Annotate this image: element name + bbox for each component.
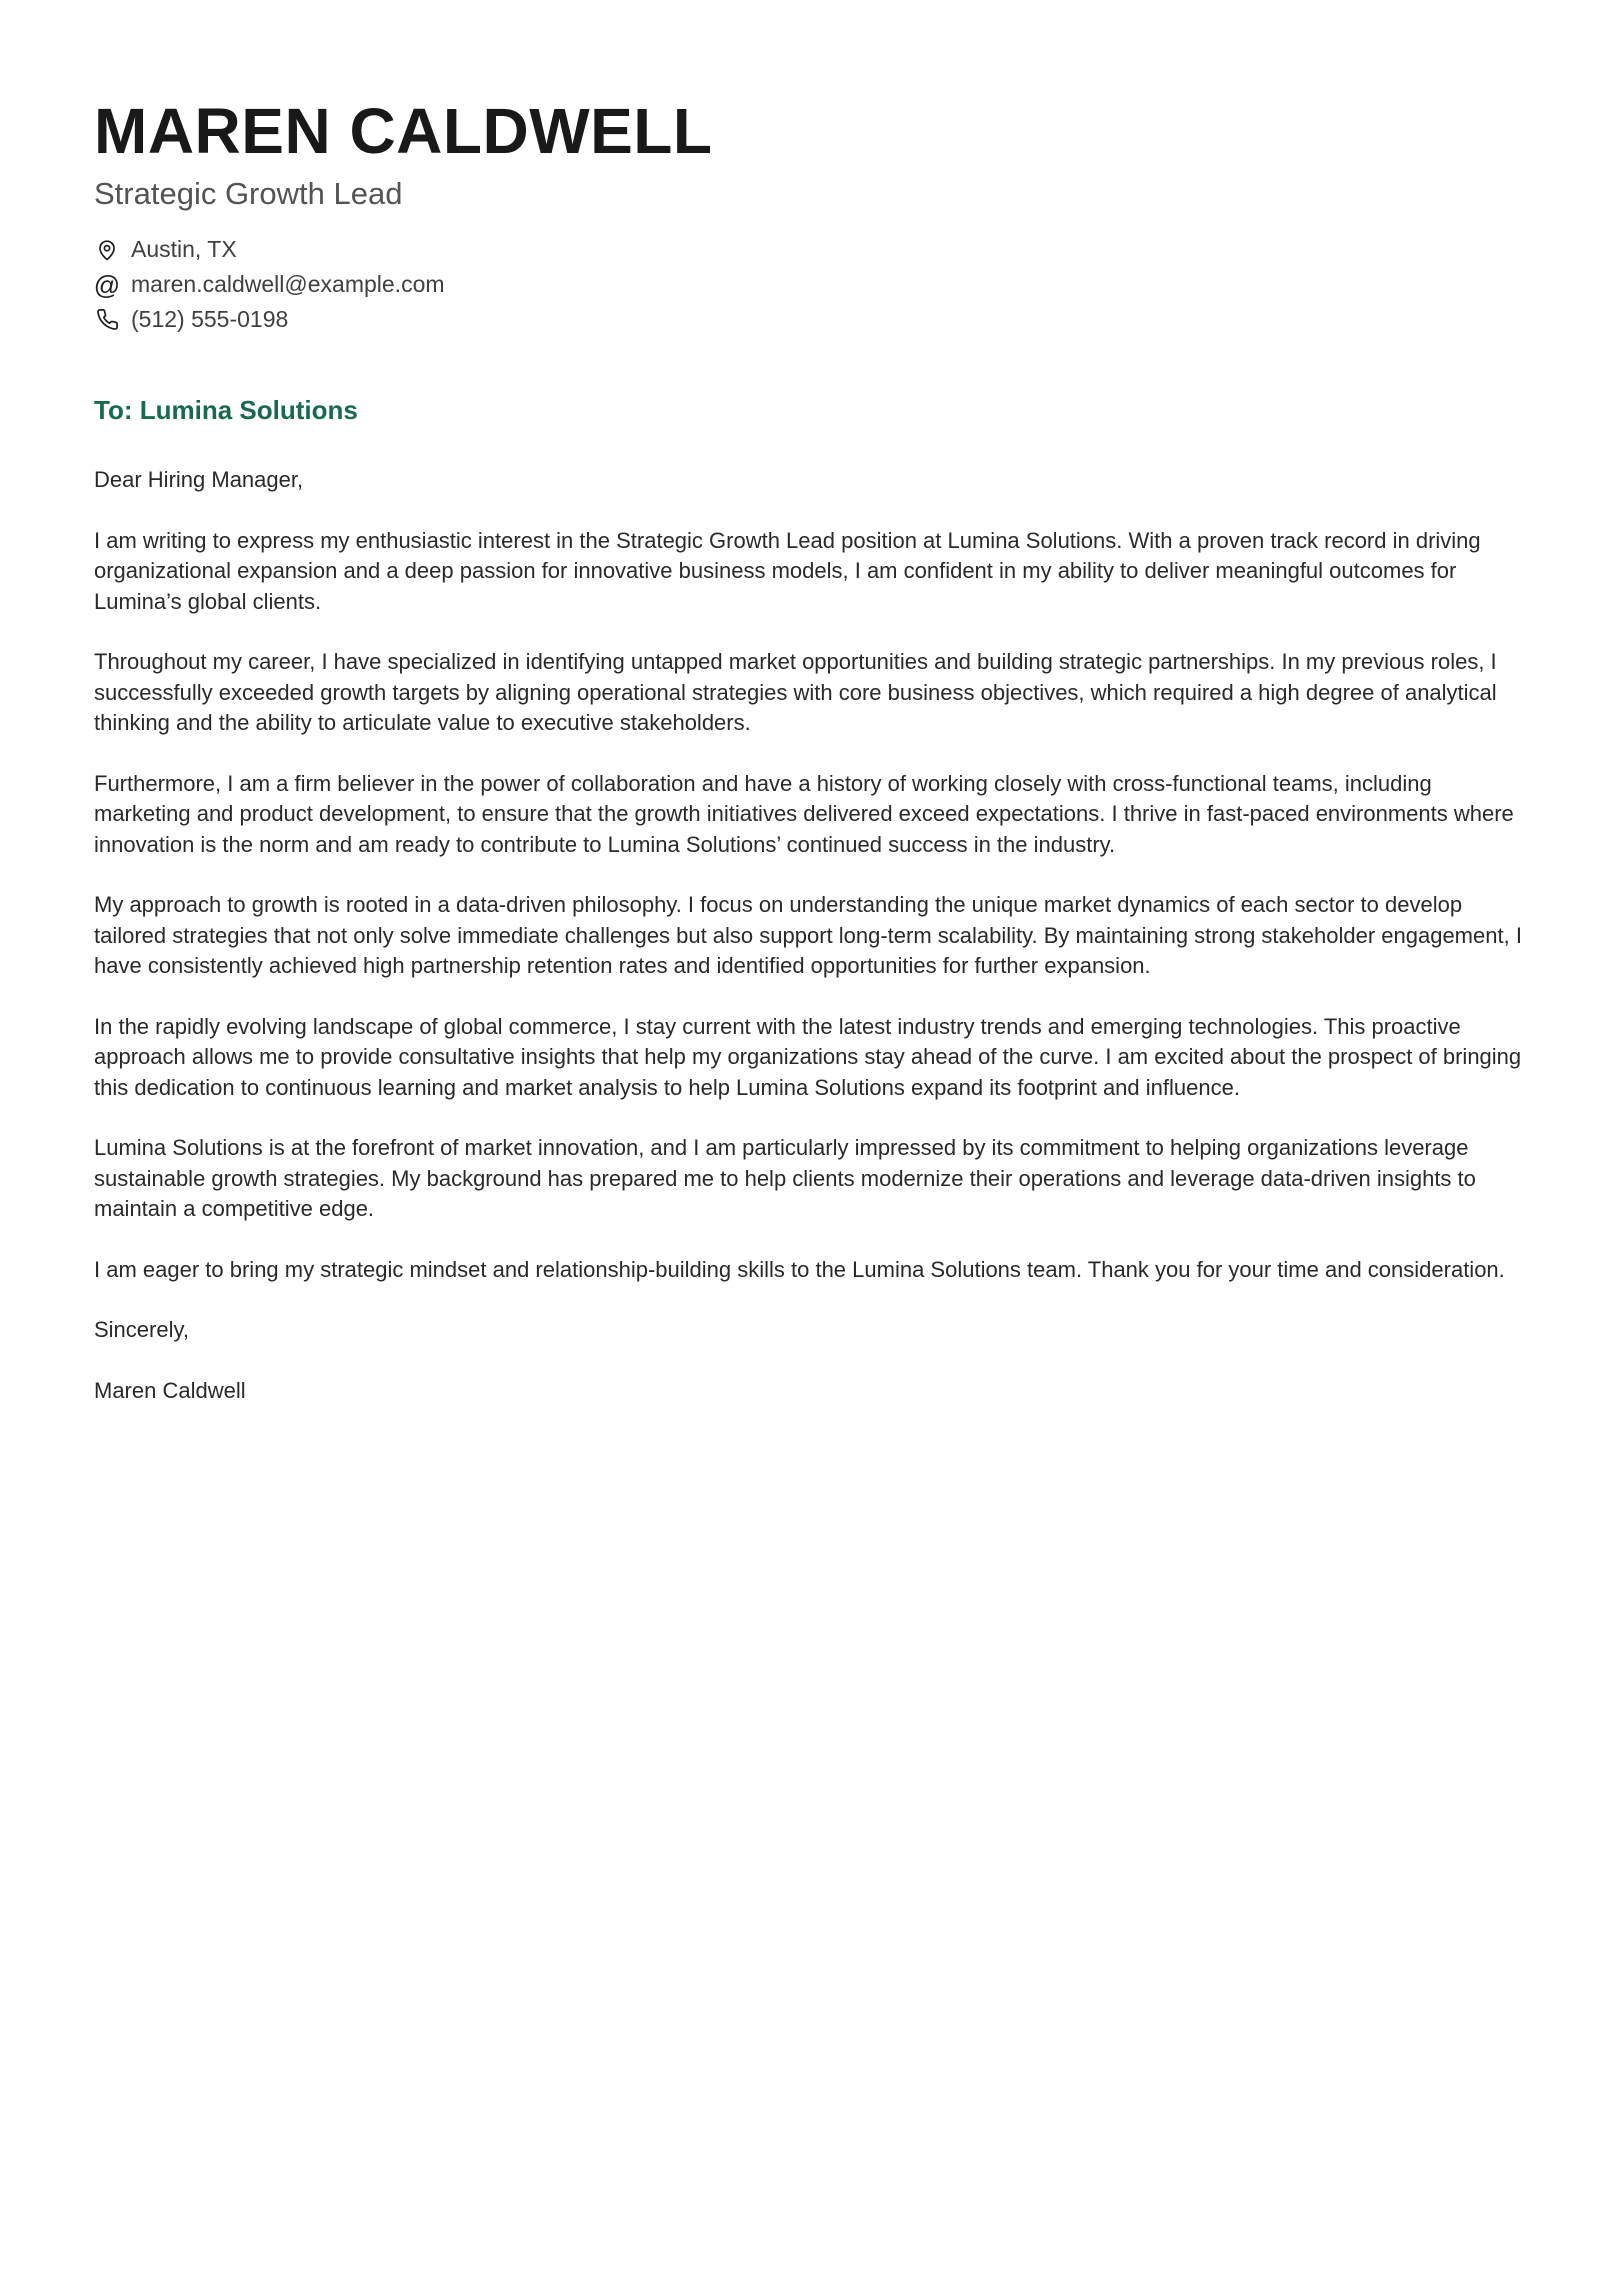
contact-location-row <box>94 232 1524 267</box>
paragraph-2: Throughout my career, I have specialized in identifying untapped market opportunities and building strategic partnerships. In my previous roles, I successfully exceeded growth targets by aligning operational strategies with core business objectives, which required a high degree of analytical thinking and the ability to articulate value to executive stakeholders. <box>94 649 1497 736</box>
paragraph-5: In the rapidly evolving landscape of global commerce, I stay current with the latest industry trends and emerging technologies. This proactive approach allows me to provide consultative insights that help my organizations stay ahead of the curve. I am excited about the prospect of bringing this dedication to continuous learning and market analysis to help Lumina Solutions expand its footprint and influence. <box>94 1013 1522 1100</box>
paragraph-4: My approach to growth is rooted in a data-driven philosophy. I focus on understanding the unique market dynamics of each sector to develop tailored strategies that not only solve immediate challenges but also support long-term scalability. By maintaining strong stakeholder engagement, I have consistently achieved high partnership retention rates and identified opportunities for further expansion. <box>94 892 1522 979</box>
candidate-role: Strategic Growth Lead <box>94 176 403 212</box>
recipient-line: To: Lumina Solutions <box>94 395 358 426</box>
at-sign-icon: @ <box>93 269 121 300</box>
paragraph-6: Lumina Solutions is at the forefront of market innovation, and I am particularly impressed by its commitment to helping organizations leverage sustainable growth strategies. My background has prepared me to help clients modernize their operations and leverage data-driven insights to maintain a competitive edge. <box>94 1135 1476 1222</box>
contact-phone-row <box>94 302 1524 337</box>
paragraph-1: I am writing to express my enthusiastic interest in the Strategic Growth Lead position at Lumina Solutions. With a proven track record in driving organizational expansion and a deep passion for innovative business models, I am confident in my ability to deliver meaningful outcomes for Lumina’s global clients. <box>94 527 1481 614</box>
contact-email-row <box>94 267 1524 302</box>
phone-icon <box>94 307 120 333</box>
letter-body <box>94 393 1524 1406</box>
paragraph-3: Furthermore, I am a firm believer in the power of collaboration and have a history of working closely with cross-functional teams, including marketing and product development, to ensure that the growth initiatives delivered exceed expectations. I thrive in fast-paced environments where innovation is the norm and am ready to contribute to Lumina Solutions’ continued success in the industry. <box>94 770 1514 857</box>
closing: Sincerely, <box>94 1317 189 1343</box>
signature: Maren Caldwell <box>94 1377 246 1403</box>
candidate-name: MAREN CALDWELL <box>94 95 713 167</box>
contact-phone-text: (512) 555-0198 <box>131 306 289 333</box>
contact-location-text: Austin, TX <box>131 236 237 263</box>
location-pin-icon <box>94 237 120 263</box>
salutation: Dear Hiring Manager, <box>94 467 304 493</box>
contact-list <box>94 232 1524 337</box>
contact-email-text: maren.caldwell@example.com <box>131 271 445 298</box>
paragraph-7: I am eager to bring my strategic mindset and relationship-building skills to the Lumina Solutions team. Thank you for your time and consideration. <box>94 1256 1505 1282</box>
letter-header <box>93 95 1524 337</box>
